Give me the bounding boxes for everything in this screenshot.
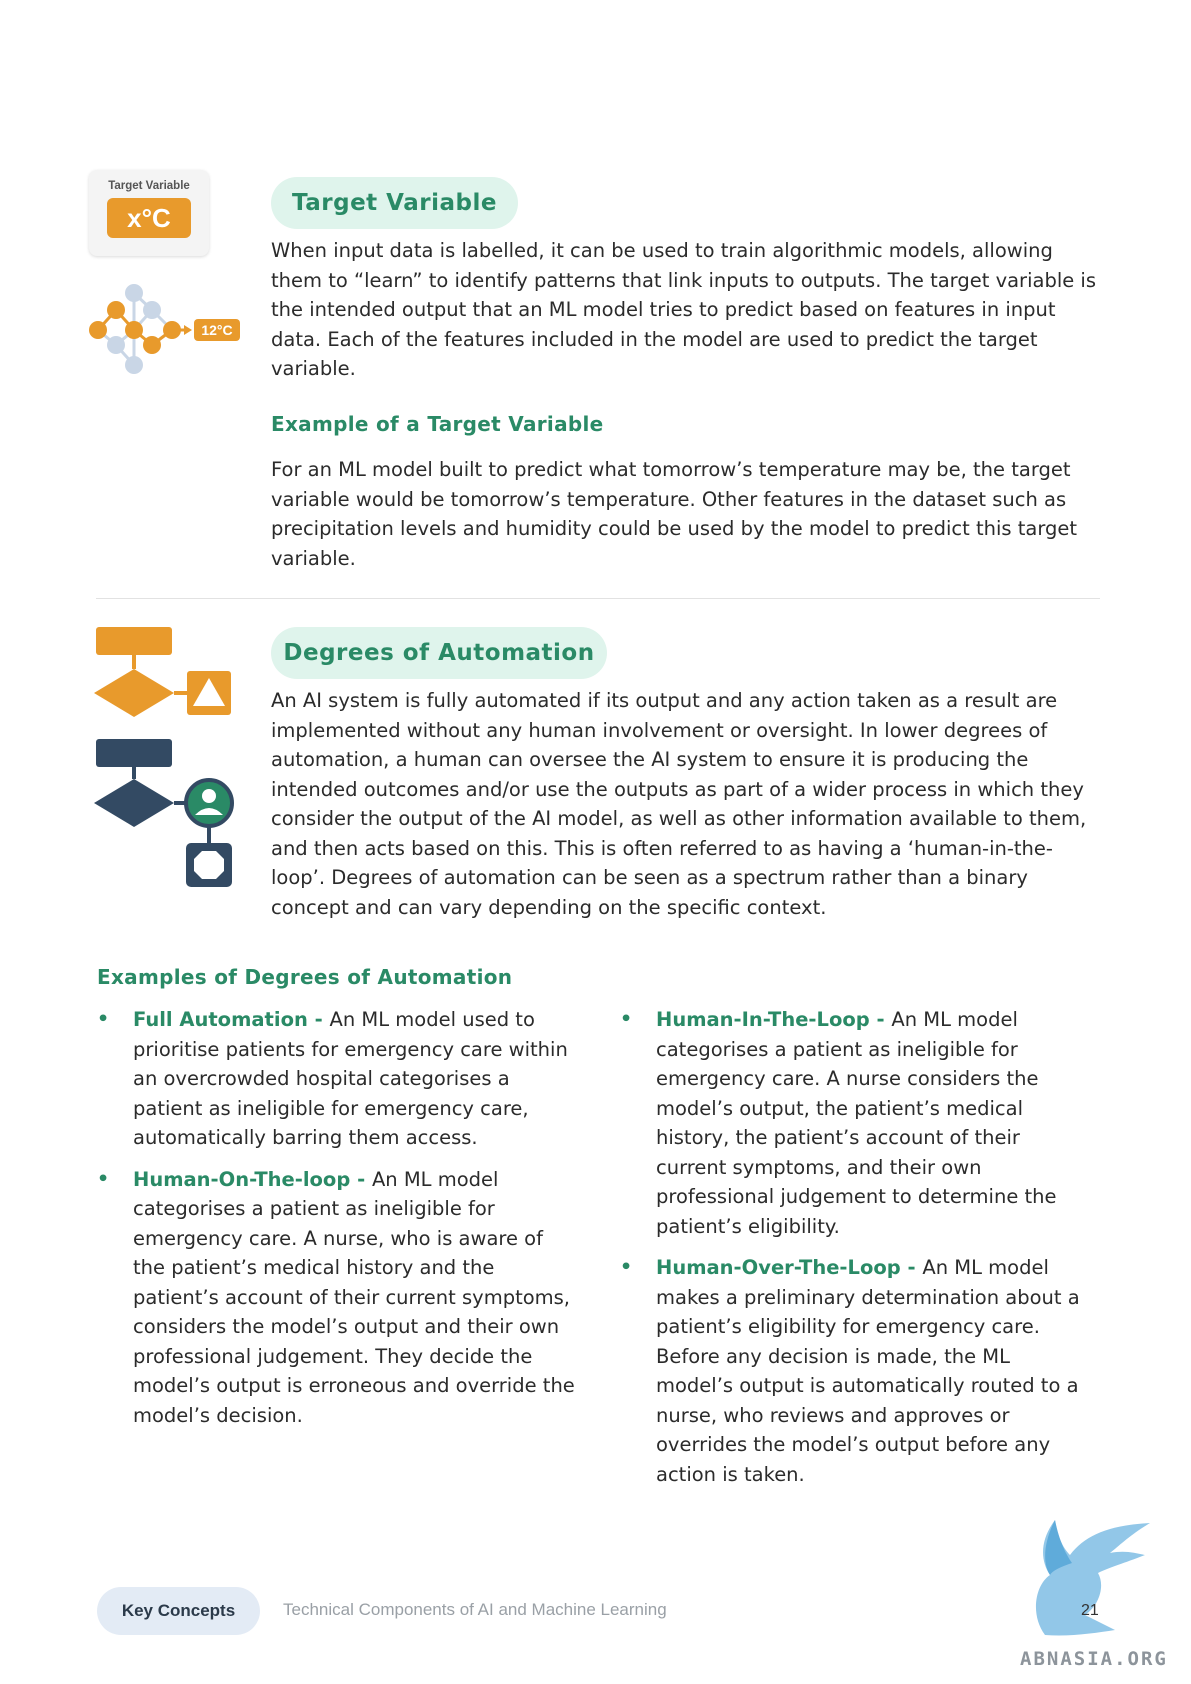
examples-heading: Examples of Degrees of Automation: [97, 965, 513, 989]
nn-node: [89, 321, 107, 339]
nn-node: [125, 321, 143, 339]
target-variable-example-heading: Example of a Target Variable: [271, 412, 604, 436]
footer-title: Technical Components of AI and Machine Learning: [283, 1600, 667, 1619]
nn-node: [107, 301, 125, 319]
bullet-icon: •: [97, 1008, 110, 1030]
automation-flowchart-icon: [94, 623, 244, 893]
temperature-symbol: x°C: [107, 198, 191, 238]
bullet-text: An ML model used to prioritise patients for emergency care within an overcrowded hospital categorises a patient as ineligible for emergency care, automatically barring them access.: [133, 1008, 568, 1149]
page-number: 21: [1081, 1602, 1099, 1619]
list-item: [620, 1253, 1090, 1489]
nn-output-label: 12°C: [201, 322, 233, 338]
section-divider: [96, 598, 1100, 599]
bullet-term: Full Automation -: [133, 1008, 330, 1031]
degrees-of-automation-body: An AI system is fully automated if its output and any action taken as a result are implemented without any human involvement or oversight. In lower degrees of automation, a human can oversee the AI system to ensure it is producing the intended outcomes and/or use the outputs as part of a wider process in which they consider the output of the AI model, as well as other information available to them, and then acts based on this. This is often referred to as having a ‘human-in-the-loop’. Degrees of automation can be seen as a spectrum rather than a binary concept and can vary depending on the specific context.: [271, 689, 1087, 919]
watermark: ABNASIA.ORG: [1020, 1648, 1168, 1670]
target-variable-body: When input data is labelled, it can be used to train algorithmic models, allowing them to “learn” to identify patterns that link inputs to outputs. The target variable is the intended output that an ML model tries to predict based on features in input data. Each of the features included in the model are used to predict the target variable.: [271, 239, 1097, 380]
examples-right-column: [620, 1005, 1090, 1501]
nn-node: [125, 284, 143, 302]
footer-section-label: Key Concepts: [97, 1587, 260, 1635]
bullet-icon: •: [97, 1167, 110, 1190]
nn-node: [143, 336, 161, 354]
bullet-term: Human-In-The-Loop -: [656, 1008, 892, 1031]
degrees-of-automation-heading: Degrees of Automation: [271, 627, 607, 679]
bullet-icon: •: [620, 1256, 633, 1278]
bullet-icon: •: [620, 1008, 633, 1030]
griffin-logo-icon: [1010, 1505, 1160, 1645]
bullet-term: Human-Over-The-Loop -: [656, 1256, 923, 1279]
bullet-term: Human-On-The-loop -: [133, 1167, 372, 1191]
bullet-text: An ML model makes a preliminary determination about a patient’s eligibility for emergency care. Before any decision is made, the ML model’s output is automatically routed to a nurse, who reviews and approves or overrides the model’s output before any action is taken.: [656, 1256, 1080, 1486]
neural-network-icon: [86, 280, 242, 380]
nn-node: [125, 356, 143, 374]
list-item: [620, 1005, 1090, 1241]
examples-left-column: [97, 1005, 577, 1442]
bullet-text: An ML model categorises a patient as ineligible for emergency care. A nurse considers the model’s output, the patient’s medical history, the patient’s account of their current symptoms, and their own professional judgement to determine the patient’s eligibility.: [656, 1008, 1057, 1238]
target-variable-icon-label: Target Variable: [108, 180, 190, 192]
nn-node: [107, 336, 125, 354]
nn-node: [143, 301, 161, 319]
target-variable-card-icon: [89, 170, 209, 256]
target-variable-heading: Target Variable: [271, 177, 518, 229]
nn-node: [163, 321, 181, 339]
list-item: [97, 1005, 577, 1153]
list-item: [97, 1165, 577, 1431]
target-variable-example-body: For an ML model built to predict what tomorrow’s temperature may be, the target variable would be tomorrow’s temperature. Other features in the dataset such as precipitation levels and humidity could be used by the model to predict this target variable.: [271, 458, 1078, 570]
bullet-text: An ML model categorises a patient as ineligible for emergency care. A nurse, who is aware of the patient’s medical history and the patient’s account of their current symptoms, considers the model’s output and their own professional judgement. They decide the model’s output is erroneous and override the model’s decision.: [133, 1167, 575, 1427]
